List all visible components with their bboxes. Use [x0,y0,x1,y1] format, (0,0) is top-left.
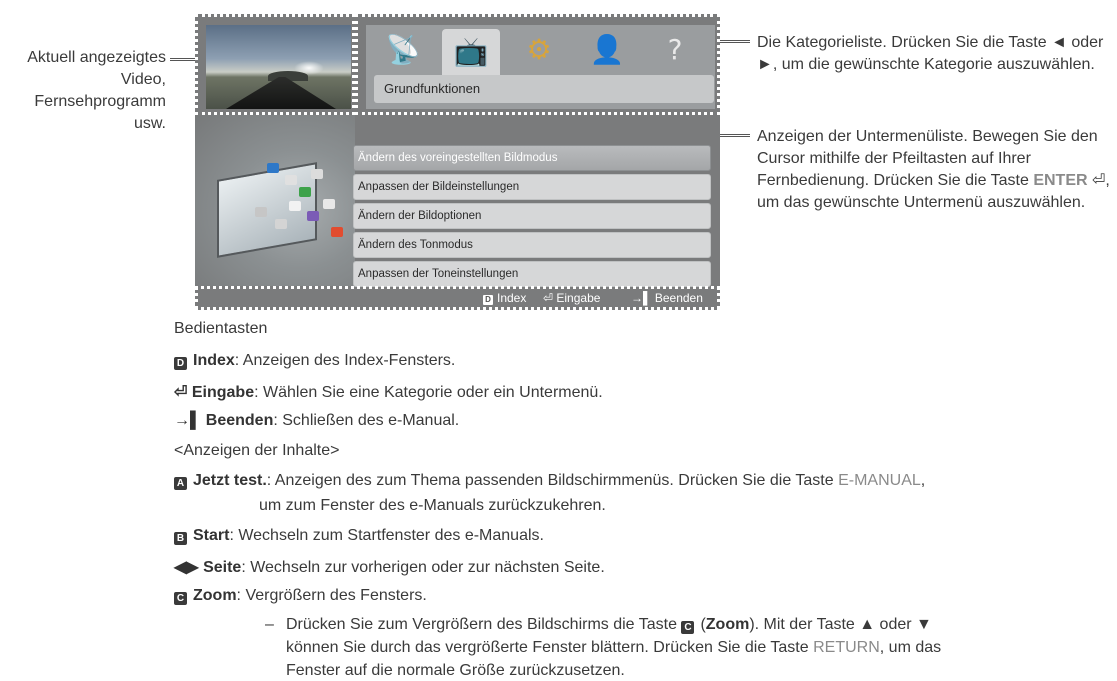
contents-heading: <Anzeigen der Inhalte> [174,442,340,459]
video-callout-text: Aktuell angezeigtes Video, Fernsehprogramm usw. [27,49,166,132]
zoom-note-line-1: Drücken Sie zum Vergrößern des Bildschirms die Taste C (Zoom). Mit der Taste ▲ oder ▼ [286,616,932,633]
controls-heading: Bedientasten [174,320,268,337]
try-now-line-2: um zum Fenster des e-Manuals zurückzukehren. [259,497,606,514]
b-key-icon: B [174,532,187,545]
page-line: ◀▶ Seite: Wechseln zur vorherigen oder zur nächsten Seite. [174,559,605,576]
side-illustration [195,115,355,286]
submenu-callout-line [720,134,750,137]
gears-icon[interactable]: ⚙ [526,33,552,66]
submenu-item[interactable]: Anpassen der Toneinstellungen [353,261,711,287]
category-frame [355,14,720,115]
exit-icon: →▌ [174,412,206,429]
try-now-line: A Jetzt test.: Anzeigen des zum Thema passenden Bildschirmmenüs. Drücken Sie die Taste E-MANUAL, [174,472,925,490]
a-key-icon: A [174,477,187,490]
exit-control[interactable]: →▌ Beenden [631,291,703,305]
submenu-item[interactable]: Ändern des voreingestellten Bildmodus [353,145,711,171]
exit-line: →▌ Beenden: Schließen des e-Manual. [174,412,460,429]
satellite-icon[interactable]: 📡 [385,33,421,66]
start-line: B Start: Wechseln zum Startfenster des e-Manuals. [174,527,544,545]
control-bar-frame [195,286,720,310]
submenu-item[interactable]: Ändern des Tonmodus [353,232,711,258]
submenu-item[interactable]: Anpassen der Bildeinstellungen [353,174,711,200]
tv-illustration [217,162,317,258]
enter-icon: ⏎ [174,384,192,401]
enter-line: ⏎ Eingabe: Wählen Sie eine Kategorie oder ein Untermenü. [174,384,603,401]
enter-icon: ⏎ [543,291,557,305]
video-preview [206,25,351,109]
zoom-note-line-3: Fenster auf die normale Größe zurückzusetzen. [286,662,625,679]
page-arrows-icon: ◀▶ [174,559,199,576]
enter-icon: ⏎ [1087,172,1106,189]
submenu-item[interactable]: Ändern der Bildoptionen [353,203,711,229]
submenu-list [353,145,715,286]
category-callout-text: Die Kategorieliste. Drücken Sie die Taste ◄ oder ►, um die gewünschte Kategorie auszuwählen. [757,34,1104,73]
enter-key-text: ENTER [1033,172,1088,189]
zoom-note-line-2: können Sie durch das vergrößerte Fenster blättern. Drücken Sie die Taste RETURN, um das [286,639,942,656]
video-frame [195,14,355,115]
control-bar [198,289,717,307]
c-key-icon: C [681,621,694,634]
help-icon[interactable]: ? [667,33,683,66]
index-key-icon: D [174,357,187,370]
road-image [226,77,336,109]
zoom-note-dash: – [265,616,274,633]
category-callout-line [720,40,750,43]
category-label-bar [374,75,714,103]
index-line: D Index: Anzeigen des Index-Fensters. [174,352,455,370]
submenu-callout-text: Anzeigen der Untermenüliste. Bewegen Sie den Cursor mithilfe der Pfeiltasten auf Ihrer Fernbedienung. Drücken Sie die Taste ENTER ⏎, um das gewünschte Untermenü auszuwählen. [757,128,1110,211]
category-panel [366,25,715,109]
tv-icon[interactable]: 📺 [442,29,500,75]
exit-icon: →▌ [631,291,655,305]
enter-control[interactable]: ⏎ Eingabe [543,291,601,305]
index-key-icon: D [483,295,493,305]
c-key-icon: C [174,592,187,605]
index-control[interactable]: D Index [483,291,526,305]
e-manual-screen [195,14,720,310]
video-callout-line [170,58,195,61]
support-icon[interactable]: 👤 [589,33,625,66]
category-label: Grundfunktionen [384,81,481,96]
zoom-line: C Zoom: Vergrößern des Fensters. [174,587,427,605]
